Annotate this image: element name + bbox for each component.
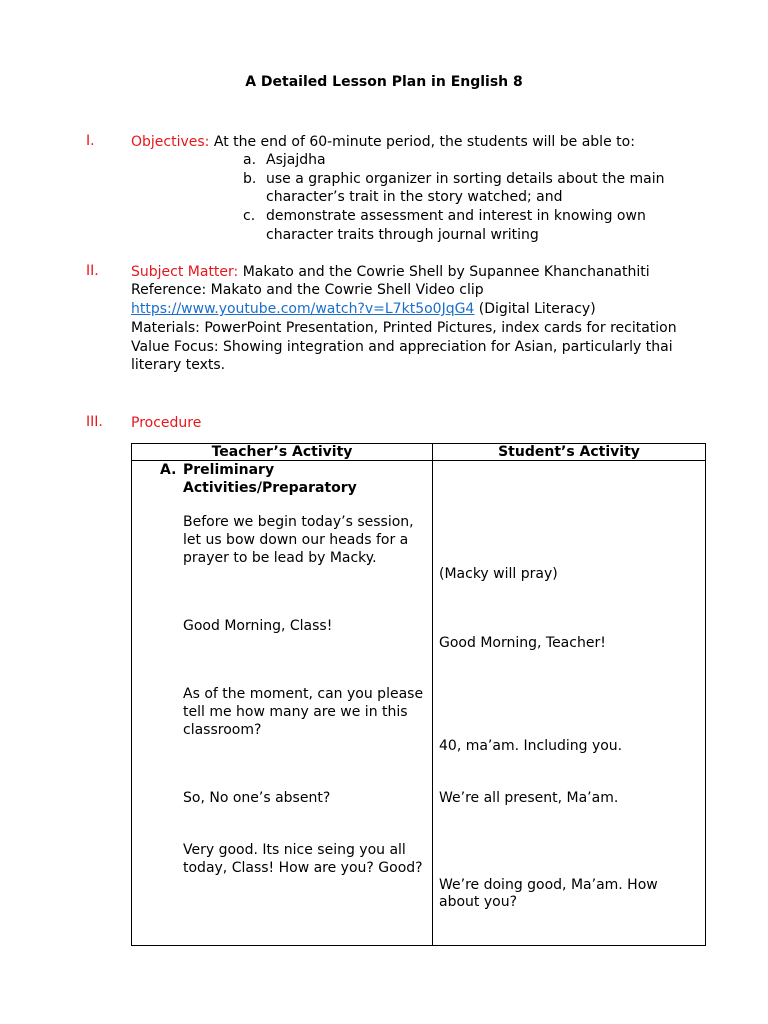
teacher-line: Very good. Its nice seing you all (183, 842, 406, 858)
teacher-line: today, Class! How are you? Good? (183, 860, 423, 876)
teacher-line: let us bow down our heads for a (183, 532, 409, 548)
table-header-row (132, 444, 706, 461)
objective-letter: c. (243, 208, 256, 224)
student-line: (Macky will pray) (439, 566, 558, 582)
procedure-label: Procedure (131, 415, 202, 431)
value-focus-line: Value Focus: Showing integration and appreciation for Asian, particularly thai (131, 339, 673, 355)
student-line: 40, ma’am. Including you. (439, 738, 623, 754)
section-numeral-objectives: I. (86, 133, 95, 149)
materials-line: Materials: PowerPoint Presentation, Printed Pictures, index cards for recitation (131, 320, 677, 336)
value-focus-line-2: literary texts. (131, 357, 226, 373)
student-activity-cell (433, 461, 706, 946)
objective-text: Asjajdha (266, 152, 326, 168)
teacher-line: Good Morning, Class! (183, 618, 333, 634)
objectives-label: Objectives: (131, 134, 210, 150)
objective-letter: b. (243, 171, 257, 187)
table-row (132, 461, 706, 946)
link-suffix: (Digital Literacy) (474, 301, 596, 317)
teacher-line: tell me how many are we in this (183, 704, 408, 720)
objective-text: character’s trait in the story watched; and (266, 189, 563, 205)
document-title: A Detailed Lesson Plan in English 8 (245, 74, 523, 90)
objectives-heading (131, 133, 635, 151)
objective-text: demonstrate assessment and interest in knowing own (266, 208, 646, 224)
subject-matter-label: Subject Matter: (131, 264, 239, 280)
subject-matter-heading (131, 263, 650, 281)
teacher-activity-cell (132, 461, 433, 946)
teacher-line: So, No one’s absent? (183, 790, 331, 806)
procedure-table (131, 443, 706, 946)
reference-line: Reference: Makato and the Cowrie Shell Video clip (131, 282, 484, 298)
section-title: Preliminary (183, 462, 275, 478)
objectives-intro: At the end of 60-minute period, the students will be able to: (209, 134, 635, 150)
teacher-line: Before we begin today’s session, (183, 514, 414, 530)
objective-text: use a graphic organizer in sorting details about the main (266, 171, 665, 187)
student-line: Good Morning, Teacher! (439, 635, 606, 651)
section-numeral-subject: II. (86, 263, 99, 279)
section-numeral-procedure: III. (86, 414, 103, 430)
objective-letter: a. (243, 152, 257, 168)
teacher-activity-header: Teacher’s Activity (132, 444, 433, 461)
video-link[interactable]: https://www.youtube.com/watch?v=L7kt5o0JqG4 (131, 301, 475, 317)
objective-text: character traits through journal writing (266, 227, 539, 243)
subject-matter-text: Makato and the Cowrie Shell by Supannee Khanchanathiti (238, 264, 650, 280)
teacher-line: As of the moment, can you please (183, 686, 424, 702)
student-line: We’re all present, Ma’am. (439, 790, 619, 806)
student-line: We’re doing good, Ma’am. How (439, 877, 658, 893)
link-line (131, 300, 596, 318)
student-line: about you? (439, 894, 517, 910)
teacher-line: prayer to be lead by Macky. (183, 550, 377, 566)
student-activity-header: Student’s Activity (433, 444, 706, 461)
teacher-line: classroom? (183, 722, 262, 738)
section-letter: A. (160, 462, 177, 478)
section-title-line-2: Activities/Preparatory (183, 480, 357, 496)
